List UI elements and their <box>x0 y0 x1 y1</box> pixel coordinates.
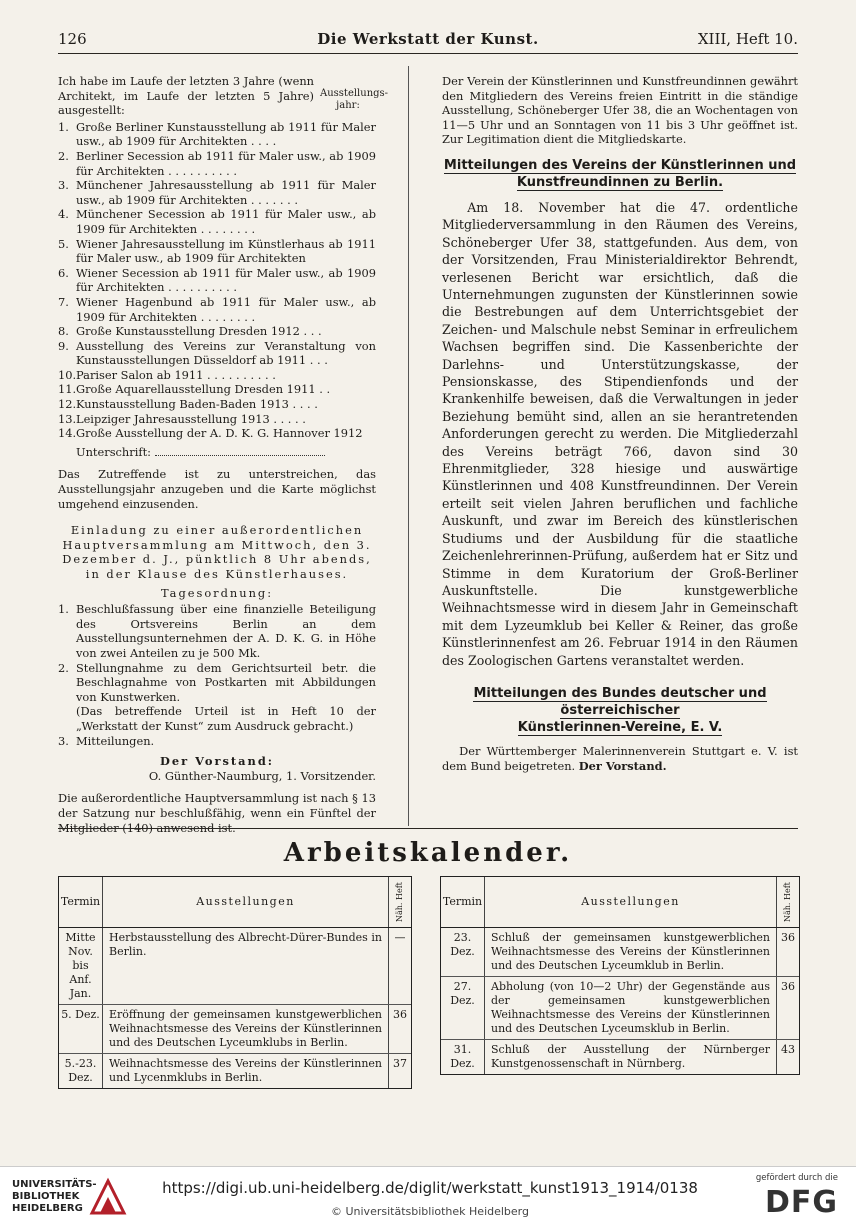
header-exhibitions: Ausstellungen <box>103 877 389 927</box>
calendar-row <box>59 1005 411 1054</box>
page-number: 126 <box>58 30 87 48</box>
calendar-cell-text: Eröffnung der gemeinsamen kunstgewerblichen Weihnachtsmesse des Vereins der Künstlerinnen und des Deutschen Lyceumklubs in Berlin. <box>103 1005 389 1053</box>
calendar-cell-nr: 43 <box>781 1043 795 1056</box>
header-issue: Näh. Heft <box>395 882 404 922</box>
agenda-item: (Das betreffende Urteil ist in Heft 10 der „Werkstatt der Kunst“ zum Ausdruck gebracht.) <box>76 704 376 733</box>
exhibition-item: 5. Wiener Jahresausstellung im Künstlerhaus ab 1911 für Maler usw., ab 1909 für Architekten <box>58 236 376 266</box>
exhibition-item: 3. Münchener Jahresausstellung ab 1911 für Maler usw., ab 1909 für Architekten . . . . . . . <box>58 178 376 207</box>
board-label: Der Vorstand: <box>160 754 274 769</box>
meeting-invitation: Einladung zu einer außerordentlichen Hauptversammlung am Mittwoch, den 3. Dezember d. J., pünktlich 8 Uhr abends, in der Klause des Künstlerhauses. <box>62 523 372 581</box>
quorum-note: Die außerordentliche Hauptversammlung ist nach § 13 der Satzung nur beschlußfähig, wenn ein Fünftel der Mitglieder (140) anwesend ist. <box>58 791 376 835</box>
agenda-title: Tagesordnung: <box>160 585 274 600</box>
calendar-cell-nr: — <box>394 931 406 944</box>
agenda-item: 2. Stellungnahme zu dem Gerichtsurteil betr. die Beschlagnahme von Postkarten mit Abbildungen von Kunstwerken. <box>58 660 376 704</box>
calendar-cell-date: Mitte Nov. bis Anf. Jan. <box>59 928 103 1004</box>
left-column <box>58 74 389 835</box>
exhibition-item: 13. Leipziger Jahresausstellung 1913 . . . . . <box>58 411 306 426</box>
agenda-item: 1. Beschlußfassung über eine finanzielle Beteiligung des Ortsvereins Berlin an dem Ausstellungsunternehmen der A. D. K. G. in Höhe von zwei Anteilen zu je 500 Mk. <box>58 602 376 660</box>
header-exhibitions: Ausstellungen <box>485 877 777 927</box>
header-date: Termin <box>59 877 103 927</box>
journal-title: Die Werkstatt der Kunst. <box>317 30 539 48</box>
exhibition-item: 2. Berliner Secession ab 1911 für Maler usw., ab 1909 für Architekten . . . . . . . . . . <box>58 148 376 178</box>
library-emblem-icon <box>88 1177 128 1217</box>
section-heading-bund: Mitteilungen des Bundes deutscher und österreichischer Künstlerinnen-Vereine, E. V. <box>473 685 767 735</box>
page-header <box>58 30 798 52</box>
header-date: Termin <box>441 877 485 927</box>
volume-issue: XIII, Heft 10. <box>697 30 798 48</box>
calendar-cell-text: Herbstausstellung des Albrecht-Dürer-Bundes in Berlin. <box>103 928 389 1004</box>
exhibition-item: 4. Münchener Secession ab 1911 für Maler usw., ab 1909 für Architekten . . . . . . . . <box>58 207 376 236</box>
calendar-cell-date: 27. Dez. <box>441 977 485 1039</box>
viewer-footer <box>0 1166 856 1230</box>
header-rule <box>58 53 798 54</box>
agenda-item: 3. Mitteilungen. <box>58 733 155 748</box>
calendar-cell-text: Schluß der Ausstellung der Nürnberger Kunstgenossenschaft in Nürnberg. <box>485 1040 777 1074</box>
exhibition-item: 6. Wiener Secession ab 1911 für Maler usw., ab 1909 für Architekten . . . . . . . . . . <box>58 265 376 295</box>
calendar-row <box>59 928 411 1005</box>
exhibition-item: 9. Ausstellung des Vereins zur Veranstaltung von Kunstausstellungen Düsseldorf ab 1911 . . . <box>58 338 376 368</box>
assembly-report: Am 18. November hat die 47. ordentliche Mitgliederversammlung in den Räumen des Vereins, Schöneberger Ufer 38, stattgefunden. Aus dem, von der Vorsitzenden, Frau Ministerialdirektor Behrendt, verlesenen Bericht war ersichtlich, daß die Unternehmungen zugunsten der Künstlerinnen sowie die Bestrebungen auf dem Unterrichtsgebiet der Zeichen- und Malschule nebst Seminar in erfreulichem Wachsen begriffen sind. Die Kassenberichte der Darlehns- und Unterstützungskasse, der Pensionskasse, des Stipendienfonds und der Krankenhilfe beweisen, daß die Verwaltungen in jeder Beziehung bemüht sind, allen an sie herantretenden Anforderungen gerecht zu werden. Die Mitgliederzahl des Vereins beträgt 766, davon sind 30 Ehrenmitglieder, 328 hiesige und auswärtige Künstlerinnen und 408 Kunstfreundinnen. Der Verein erteilt seit vielen Jahren beruflichen und fachliche Auskunft, und zwar im Bereich des künstlerischen Studiums und der Ausbildung für die staatliche Zeichenlehrerinnen-Prüfung, außerdem hat er Sitz und Stimme in dem Kuratorium der Groß-Berliner Auskunftstelle. Die kunstgewerbliche Weihnachtsmesse wird in diesem Jahr in Gemeinschaft mit dem Lyzeumklub bei Keller & Reiner, das große Künstlerinnenfest am 26. Februar 1914 in den Räumen des Zoologischen Gartens veranstaltet werden. <box>442 199 798 668</box>
funding-note: gefördert durch die <box>755 1173 838 1183</box>
free-admission-note: Der Verein der Künstlerinnen und Kunstfreundinnen gewährt den Mitgliedern des Vereins freien Eintritt in die ständige Ausstellung, Schöneberger Ufer 38, die an Wochentagen von 11—5 Uhr und an Sonntagen von 11 bis 3 Uhr geöffnet ist. Zur Legitimation dient die Mitgliedskarte. <box>442 74 798 147</box>
calendar-cell-nr: 37 <box>393 1057 407 1070</box>
calendar-cell-date: 5.-23. Dez. <box>59 1054 103 1088</box>
exhibition-item: 10. Pariser Salon ab 1911 . . . . . . . . . . <box>58 367 276 382</box>
calendar-rule <box>58 828 798 829</box>
calendar-row <box>441 928 799 977</box>
exhibition-item: 7. Wiener Hagenbund ab 1911 für Maler usw., ab 1909 für Architekten . . . . . . . . <box>58 294 376 324</box>
copyright: © Universitätsbibliothek Heidelberg <box>330 1205 529 1218</box>
column-divider <box>408 66 409 826</box>
calendar-header <box>59 877 411 928</box>
dfg-logo: DFG <box>764 1185 838 1220</box>
header-issue: Näh. Heft <box>783 882 792 922</box>
agenda-list <box>58 602 376 748</box>
calendar-row <box>441 1040 799 1074</box>
calendar-cell-nr: 36 <box>393 1008 407 1021</box>
calendar-row <box>59 1054 411 1088</box>
calendar-row <box>441 977 799 1040</box>
permalink-url[interactable]: https://digi.ub.uni-heidelberg.de/diglit/werkstatt_kunst1913_1914/0138 <box>162 1179 698 1197</box>
exhibition-item: 1. Große Berliner Kunstausstellung ab 1911 für Maler usw., ab 1909 für Architekten . . . . <box>58 119 376 149</box>
calendar-cell-text: Schluß der gemeinsamen kunstgewerblichen Weihnachtsmesse des Vereins der Künstlerinnen und des Deutschen Lyceumklub in Berlin. <box>485 928 777 976</box>
calendar-header <box>441 877 799 928</box>
calendar-cell-date: 23. Dez. <box>441 928 485 976</box>
calendar-cell-date: 31. Dez. <box>441 1040 485 1074</box>
card-note: Das Zutreffende ist zu unterstreichen, das Ausstellungsjahr anzugeben und die Karte möglichst umgehend einzusenden. <box>58 467 376 511</box>
year-column-label: Ausstellungs-jahr: <box>320 88 389 111</box>
calendar-cell-text: Weihnachtsmesse des Vereins der Künstlerinnen und Lycenmklubs in Berlin. <box>103 1054 389 1088</box>
calendar-title: Arbeitskalender. <box>283 838 573 868</box>
exhibition-intro: Ich habe im Laufe der letzten 3 Jahre (wenn Architekt, im Laufe der letzten 5 Jahre) ausgestellt: <box>58 74 314 118</box>
library-logo-text: UNIVERSITÄTS- BIBLIOTHEK HEIDELBERG <box>12 1179 97 1214</box>
board-chair: O. Günther-Naumburg, 1. Vorsitzender. <box>148 768 376 783</box>
calendar-cell-date: 5. Dez. <box>59 1005 103 1053</box>
exhibition-item: 11. Große Aquarellausstellung Dresden 1911 . . <box>58 382 331 397</box>
bund-note: Der Württemberger Malerinnenverein Stuttgart e. V. ist dem Bund beigetreten. Der Vorstand. <box>442 743 798 773</box>
exhibition-item: 12. Kunstausstellung Baden-Baden 1913 . . . . <box>58 397 318 412</box>
right-column <box>442 74 798 773</box>
calendar-table-right <box>440 876 800 1075</box>
exhibition-list <box>58 120 376 441</box>
signature-line: Unterschrift: <box>58 445 376 460</box>
calendar-cell-nr: 36 <box>781 931 795 944</box>
calendar-cell-text: Abholung (von 10—2 Uhr) der Gegenstände aus der gemeinsamen kunstgewerblichen Weihnachtsmesse des Vereins der Künstlerinnen und des Deutschen Lyceumsklub in Berlin. <box>485 977 777 1039</box>
exhibition-item: 8. Große Kunstausstellung Dresden 1912 . . . <box>58 324 322 339</box>
calendar-table-left <box>58 876 412 1089</box>
section-heading-verein: Mitteilungen des Vereins der Künstlerinnen und Kunstfreundinnen zu Berlin. <box>443 157 797 190</box>
exhibition-item: 14. Große Ausstellung der A. D. K. G. Hannover 1912 <box>58 426 363 441</box>
calendar-cell-nr: 36 <box>781 980 795 993</box>
